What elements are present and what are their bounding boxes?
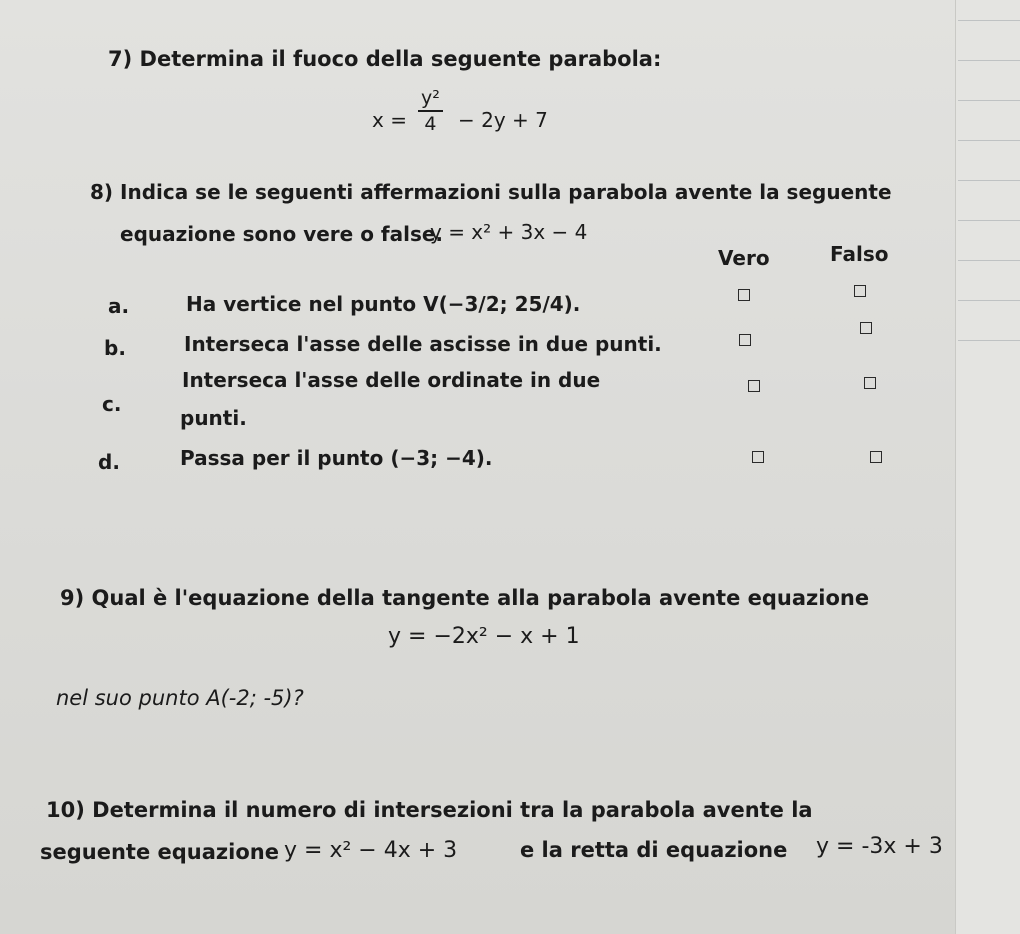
q8-equation: y = x² + 3x − 4 bbox=[430, 220, 588, 244]
q7-numerator: y² bbox=[418, 86, 443, 112]
item-c-letter: c. bbox=[102, 392, 122, 416]
item-a-falso-checkbox[interactable] bbox=[854, 285, 866, 297]
item-c-text-line1: Interseca l'asse delle ordinate in due bbox=[182, 368, 601, 392]
q10-line-equation: y = -3x + 3 bbox=[816, 834, 943, 859]
q10-line2-prefix: seguente equazione bbox=[40, 840, 279, 864]
item-d-falso-checkbox[interactable] bbox=[870, 451, 882, 463]
q9-title: 9) Qual è l'equazione della tangente alla parabola avente equazione bbox=[60, 586, 870, 610]
item-d-vero-checkbox[interactable] bbox=[752, 451, 764, 463]
item-a-vero-checkbox[interactable] bbox=[738, 289, 750, 301]
item-b-text: Interseca l'asse delle ascisse in due punti. bbox=[184, 332, 662, 356]
q8-title-line1: 8) Indica se le seguenti affermazioni sulla parabola avente la seguente bbox=[90, 180, 892, 204]
item-a-letter: a. bbox=[108, 294, 130, 318]
item-b-falso-checkbox[interactable] bbox=[860, 322, 872, 334]
item-b-vero-checkbox[interactable] bbox=[739, 334, 751, 346]
q9-point-line: nel suo punto A(-2; -5)? bbox=[56, 686, 304, 710]
column-header-vero: Vero bbox=[718, 246, 770, 270]
column-header-falso: Falso bbox=[830, 242, 889, 266]
q7-denominator: 4 bbox=[424, 113, 437, 135]
q10-line1: 10) Determina il numero di intersezioni tra la parabola avente la bbox=[46, 798, 813, 822]
q7-eq-right: − 2y + 7 bbox=[458, 108, 548, 132]
q7-eq-left: x = bbox=[372, 108, 407, 132]
q10-line2-mid: e la retta di equazione bbox=[520, 838, 788, 862]
item-d-letter: d. bbox=[98, 450, 120, 474]
q9-equation: y = −2x² − x + 1 bbox=[388, 624, 580, 649]
item-b-letter: b. bbox=[104, 336, 126, 360]
q7-fraction bbox=[418, 86, 443, 136]
q7-title: 7) Determina il fuoco della seguente parabola: bbox=[108, 47, 662, 71]
q10-parabola-equation: y = x² − 4x + 3 bbox=[284, 838, 458, 863]
q8-title-line2: equazione sono vere o false. bbox=[120, 222, 444, 246]
item-c-text-line2: punti. bbox=[180, 406, 247, 430]
item-a-text: Ha vertice nel punto V(−3/2; 25/4). bbox=[186, 292, 581, 316]
item-d-text: Passa per il punto (−3; −4). bbox=[180, 446, 493, 470]
item-c-vero-checkbox[interactable] bbox=[748, 380, 760, 392]
item-c-falso-checkbox[interactable] bbox=[864, 377, 876, 389]
